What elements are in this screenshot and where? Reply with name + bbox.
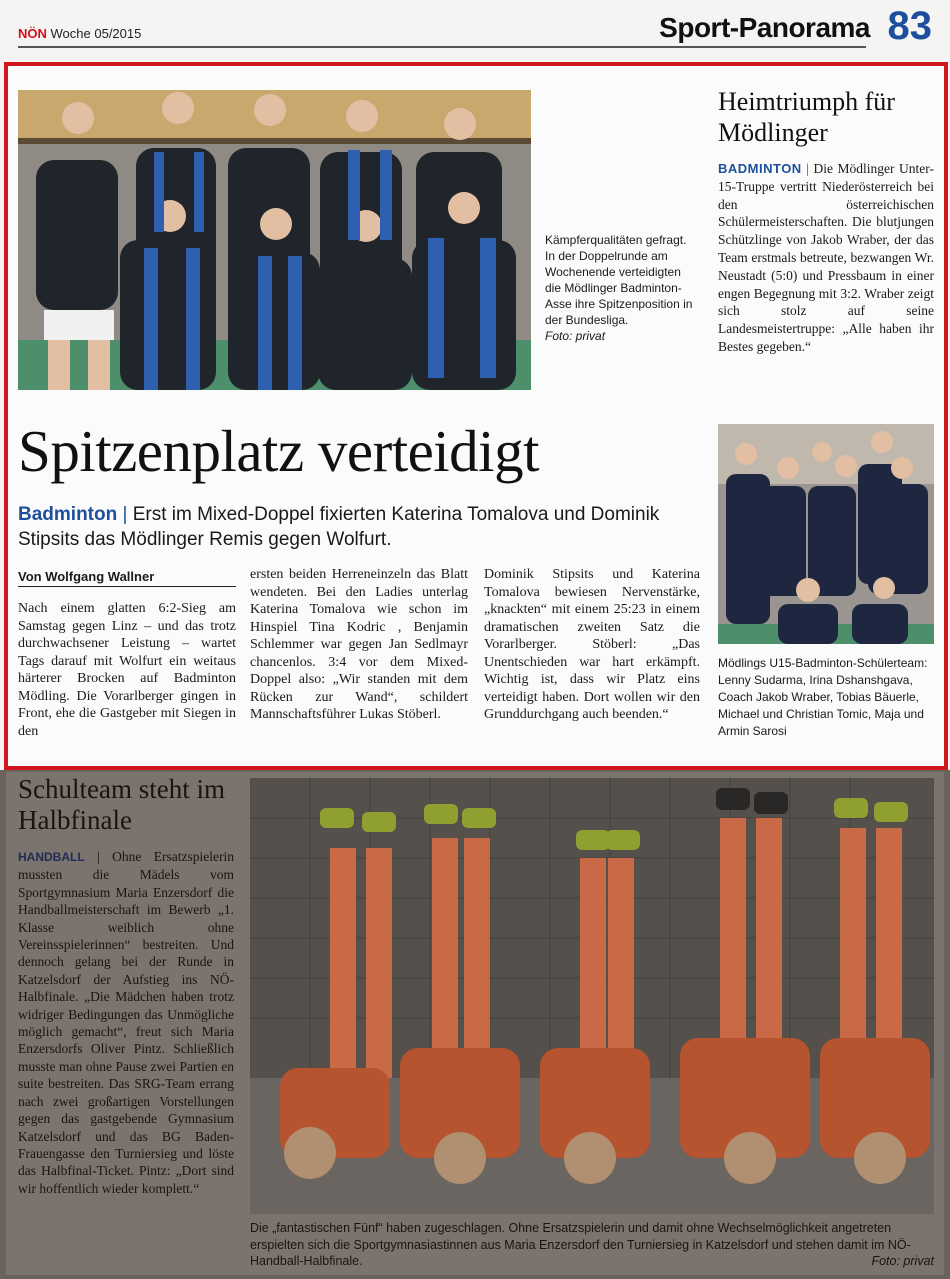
- u15-team-photo: [718, 424, 934, 644]
- category-divider: |: [806, 161, 814, 176]
- team-photo-caption: [545, 232, 695, 344]
- team-photo-caption-text: Kämpferqualitäten gefragt. In der Doppelrunde am Wochenende verteidigten die Mödlinger Badminton-Asse ihre Spitzenposition in der Bundesliga.: [545, 233, 693, 327]
- main-column-3: Dominik Stipsits und Katerina Tomalova bewiesen Nervenstärke, „knackten“ mit einem 25:23 in einem dramatischen zweiten Satz die Vorarlberger. Stöberl: „Das Unentschieden war hart erkämpft. Wichtig ist, dass wir Platz eins verteidigt haben. Dort wollen wir den Grunddurchgang auch beenden.“: [484, 567, 700, 722]
- main-headline: Spitzenplatz verteidigt: [18, 418, 539, 484]
- lower-article-category: HANDBALL: [18, 850, 85, 864]
- byline: Von Wolfgang Wallner: [18, 569, 236, 587]
- main-column-2: ersten beiden Herreneinzeln das Blatt wendeten. Bei den Ladies unterlag Katerina Tomalova wie schon im Hinspiel Tina Kodric , Benjamin Schlemmer war gegen Jan Sedlmayr chancenlos. 3:4 vor dem Mixed-Doppel also: „Wir standen mit dem Rücken zur Wand“, schildert Mannschaftsführer Lukas Stöberl.: [250, 567, 468, 722]
- handball-photo-credit: Foto: privat: [871, 1254, 934, 1268]
- lead-divider: |: [122, 504, 133, 525]
- lower-article-text: Ohne Ersatzspielerin mussten die Mädels vom Sportgymnasium Maria Enzersdorf die Handballmeisterschaft im Bewerb „1. Klasse weiblich ohne Vereinsspielerinnen“ bestreiten. Und dennoch gelang bei der Runde in Katzelsdorf der Aufstieg ins NÖ-Halbfinale. „Die Mädchen haben trotz widriger Bedingungen das Unmögliche möglich gemacht“, freut sich Maria Enzersdorfs Oliver Pintz. Schließlich musste man ohne Pause zwei Partien en suite bestreiten. Das SRG-Team errang nach zwei großartigen Vorstellungen gegen das gastgebende Gymnasium Katzelsdorf und das BG Baden-Frauengasse den Turniersieg und löste das Halbfinal-Ticket. Pintz: „Dort sind wir hoffentlich wieder komplett.“: [18, 849, 234, 1196]
- page-number: 83: [887, 4, 932, 48]
- u15-team-photo-illustration: [718, 424, 934, 644]
- main-category: Badminton: [18, 504, 118, 525]
- handball-photo-caption: [250, 1220, 934, 1270]
- header-rule: [18, 46, 866, 48]
- handball-team-photo: [250, 778, 934, 1214]
- section-title: Sport-Panorama: [659, 12, 870, 43]
- main-lead: [18, 502, 708, 552]
- main-lead-text: Erst im Mixed-Doppel fixierten Katerina Tomalova und Dominik Stipsits das Mödlinger Remis gegen Wolfurt.: [18, 504, 660, 550]
- team-photo-credit: Foto: privat: [545, 329, 606, 343]
- handball-photo-caption-text: Die „fantastischen Fünf“ haben zugeschlagen. Ohne Ersatzspielerin und damit ohne Wechselmöglichkeit angetreten erspielten sich die Sportgymnasiastinnen aus Maria Enzersdorf den Turniersieg in Katzelsdorf und stehen damit im NÖ-Handball-Halbfinale.: [250, 1221, 911, 1268]
- u15-photo-caption: Mödlings U15-Badminton-Schülerteam: Lenny Sudarma, Irina Dshanshgava, Coach Jakob Wraber, Tobias Bäuerle, Michael und Christian Tomic, Maja und Armin Sarosi: [718, 656, 928, 738]
- team-photo-illustration: [18, 90, 531, 390]
- issue-label: Woche 05/2015: [50, 26, 142, 41]
- side-article-category: BADMINTON: [718, 161, 802, 176]
- lower-article-headline: Schulteam steht im Halbfinale: [18, 774, 225, 835]
- main-column-1: Nach einem glatten 6:2-Sieg am Samstag gegen Linz – und das trotz durchwachsener Leistung – wartet Tags darauf mit Wolfurt ein weitaus härterer Brocken auf Badminton Mödling. Die Vorarlberger gingen in Front, ehe die Gastgeber mit Siegen in den: [18, 601, 236, 739]
- team-photo: [18, 90, 531, 390]
- side-article-headline: Heimtriumph für Mödlinger: [718, 87, 895, 147]
- side-article-body: [718, 160, 934, 356]
- lower-article-body: [18, 848, 234, 1197]
- header-issue-line: [18, 26, 141, 41]
- handball-team-photo-illustration: [250, 778, 934, 1214]
- lower-category-divider: |: [97, 849, 113, 864]
- side-article-text: Die Mödlinger Unter-15-Truppe vertritt Niederösterreich bei den österreichischen Schülermeisterschaften. Die blutjungen Schützlinge von Jakob Wraber, der das Team erstmals betreute, bezwangen Wr. Neustadt (5:0) und Pressbaum in einer engen Begegnung mit 3:2. Wraber zeigt sich stolz auf seine Landesmeistertruppe: „Alle haben ihr Bestes gegeben.“: [718, 161, 935, 354]
- brand-logo: NÖN: [18, 26, 47, 41]
